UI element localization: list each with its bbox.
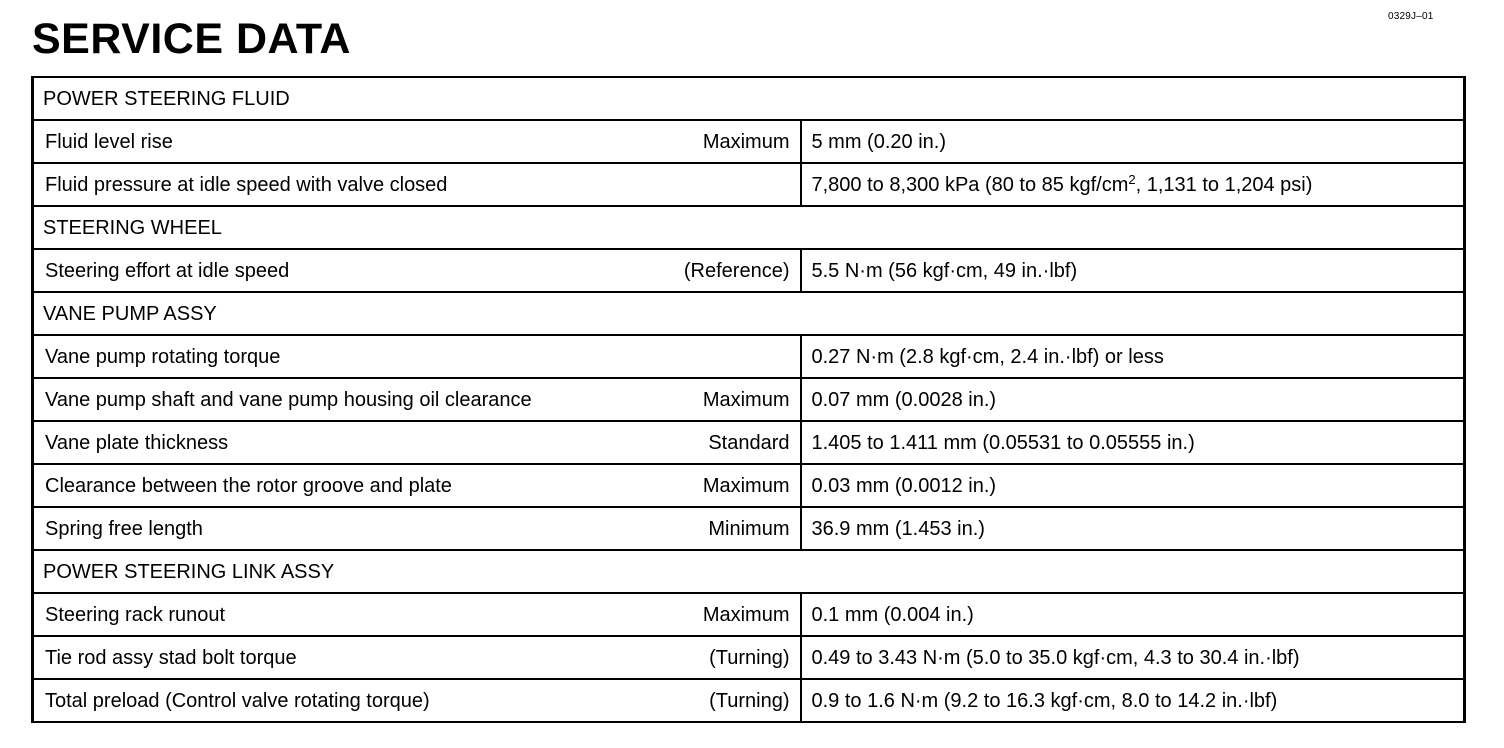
section-header-row [33,206,1465,249]
item-cell [33,593,801,636]
table-row [33,249,1465,292]
item-label: Clearance between the rotor groove and plate [45,474,452,497]
section-heading: VANE PUMP ASSY [33,292,1465,335]
value-cell: 5 mm (0.20 in.) [801,120,1465,163]
table-row [33,464,1465,507]
service-data-table [31,76,1466,723]
item-cell [33,163,801,206]
item-cell [33,249,801,292]
item-cell [33,464,801,507]
item-label: Vane pump shaft and vane pump housing oil clearance [45,388,532,411]
value-cell: 0.07 mm (0.0028 in.) [801,378,1465,421]
value-cell: 0.03 mm (0.0012 in.) [801,464,1465,507]
table-row [33,335,1465,378]
page-title: SERVICE DATA [32,15,351,63]
table-row [33,163,1465,206]
item-label: Tie rod assy stad bolt torque [45,646,297,669]
table-row [33,378,1465,421]
value-cell: 5.5 N·m (56 kgf·cm, 49 in.·lbf) [801,249,1465,292]
section-header-row [33,550,1465,593]
condition-label: (Reference) [683,259,790,282]
table-row [33,120,1465,163]
condition-label: Minimum [708,517,790,540]
condition-label: Maximum [702,130,790,153]
item-label: Steering rack runout [45,603,226,626]
section-heading: POWER STEERING LINK ASSY [33,550,1465,593]
condition-label: Standard [708,431,790,454]
item-label: Steering effort at idle speed [45,259,290,282]
table-row [33,421,1465,464]
table-row [33,593,1465,636]
section-heading: POWER STEERING FLUID [33,77,1465,120]
item-cell [33,507,801,550]
item-label: Vane plate thickness [45,431,229,454]
item-label: Fluid pressure at idle speed with valve closed [45,173,448,196]
table-row [33,679,1465,722]
value-cell: 0.9 to 1.6 N·m (9.2 to 16.3 kgf·cm, 8.0 to 14.2 in.·lbf) [811,689,1278,712]
item-cell [33,378,801,421]
item-cell [33,421,801,464]
value-text: 7,800 to 8,300 kPa (80 to 85 kgf/cm [811,173,1129,196]
section-heading: STEERING WHEEL [33,206,1465,249]
table-row [33,636,1465,679]
superscript: 2 [1128,171,1136,187]
item-cell [33,335,801,378]
item-label: Total preload (Control valve rotating torque) [45,689,430,712]
section-header-row [33,77,1465,120]
item-cell [33,679,801,722]
item-label: Vane pump rotating torque [45,345,281,368]
value-cell: 1.405 to 1.411 mm (0.05531 to 0.05555 in.) [801,421,1465,464]
value-cell: 36.9 mm (1.453 in.) [801,507,1465,550]
document-code: 0329J–01 [1388,11,1434,22]
item-label: Fluid level rise [45,130,173,153]
value-cell: 0.1 mm (0.004 in.) [801,593,1465,636]
item-cell [33,120,801,163]
condition-label: Maximum [702,603,790,626]
value-cell: 0.49 to 3.43 N·m (5.0 to 35.0 kgf·cm, 4.3 to 30.4 in.·lbf) [801,636,1465,679]
condition-label: Maximum [702,388,790,411]
condition-label: (Turning) [709,646,790,669]
item-cell [33,636,801,679]
value-text: , 1,131 to 1,204 psi) [1135,173,1313,196]
table-row [33,507,1465,550]
condition-label: (Turning) [709,689,790,712]
section-header-row [33,292,1465,335]
value-cell: 0.27 N·m (2.8 kgf·cm, 2.4 in.·lbf) or less [801,335,1465,378]
condition-label: Maximum [702,474,790,497]
value-cell [801,163,1465,206]
item-label: Spring free length [45,517,203,540]
